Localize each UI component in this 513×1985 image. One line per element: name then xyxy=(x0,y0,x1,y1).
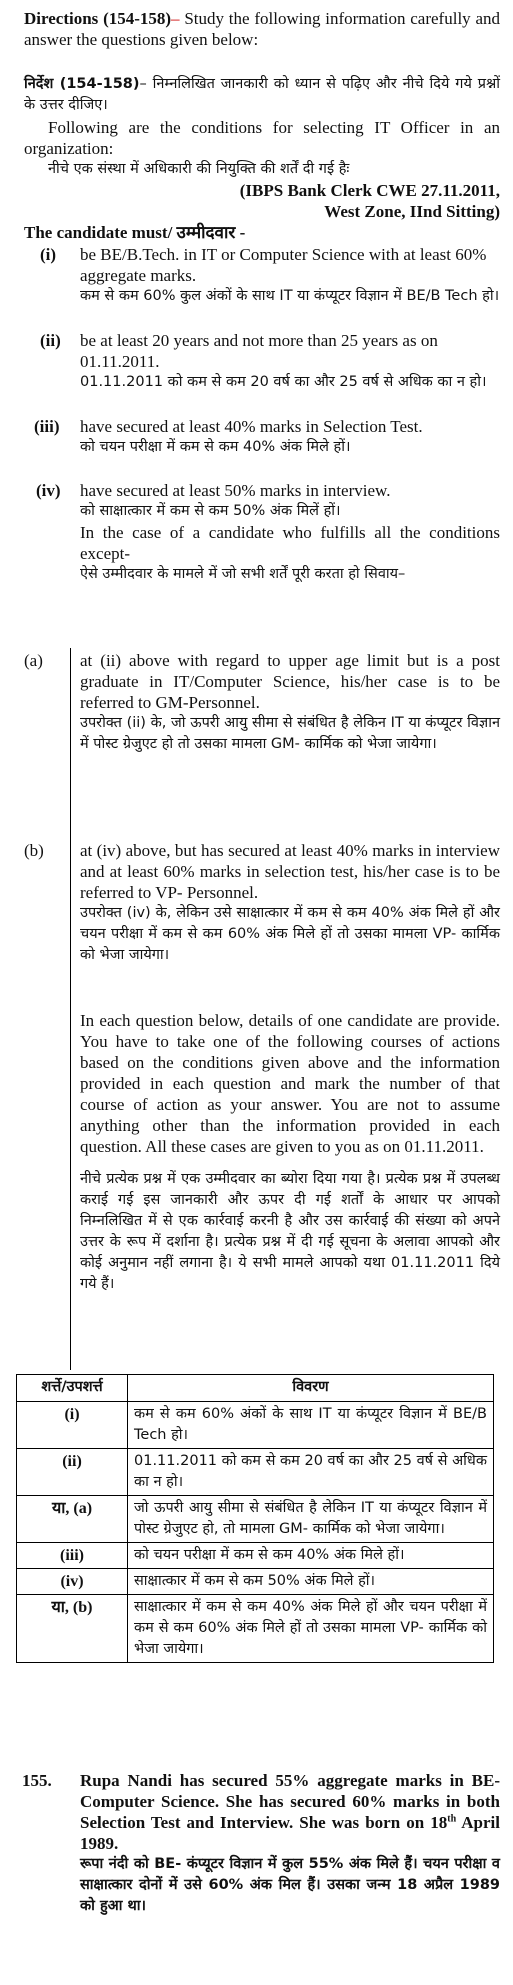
exception-hi: उपरोक्त (ii) के, जो ऊपरी आयु सीमा से संबंधित है लेकिन IT या कंप्यूटर विज्ञान में पोस्ट ग्रेजुएट हो तो उसका मामला GM- कार्मिक को भेजा जायेगा। xyxy=(80,715,500,752)
table-cell-detail: साक्षात्कार में कम से कम 40% अंक मिले हों और चयन परीक्षा में कम से कम 60% अंक मिले हों तो उसका मामला VP- कार्मिक को भेजा जायेगा। xyxy=(128,1595,494,1663)
table-cell-condition: या, (a) xyxy=(17,1496,128,1543)
condition-en: be at least 20 years and not more than 25 years as on 01.11.2011. xyxy=(80,331,438,371)
directions xyxy=(24,8,500,50)
question-hi: रूपा नंदी को BE- कंप्यूटर विज्ञान में कुल 55% अंक मिले हैं। चयन परीक्षा व साक्षात्कार दोनों में उसे 60% अंक मिल हैं। उसका जन्म 18 अप्रैल 1989 को हुआ था। xyxy=(80,1856,500,1914)
table-cell-detail: कम से कम 60% अंकों के साथ IT या कंप्यूटर विज्ञान में BE/B Tech हो। xyxy=(128,1402,494,1449)
exception-marker: (a) xyxy=(24,651,43,670)
candidate-heading: The candidate must/ उम्मीदवार - xyxy=(24,223,246,242)
table-cell-condition: (iii) xyxy=(17,1543,128,1569)
instructions-hi: नीचे प्रत्येक प्रश्न में एक उम्मीदवार का ब्योरा दिया गया है। प्रत्येक प्रश्न में उपलब्ध कराई गई इस जानकारी और ऊपर दी गई शर्तों के आधार पर आपको निम्नलिखित में से एक कार्रवाई करनी है और उस कार्रवाई की संख्या को अपने उत्तर के रूप में दर्शाना है। प्रत्येक प्रश्न में दी गई सूचना के अलावा आपको और कोई अनुमान नहीं लगाना है। ये सभी मामले आपको यथा 01.11.2011 दिये गये हैं। xyxy=(80,1171,500,1292)
condition-hi: को साक्षात्कार में कम से कम 50% अंक मिलें हों। xyxy=(80,503,341,519)
question-en-2: April 1989. xyxy=(80,1813,500,1853)
table-cell-detail: जो ऊपरी आयु सीमा से संबंधित है लेकिन IT या कंप्यूटर विज्ञान में पोस्ट ग्रेजुएट हो, तो मामला GM- कार्मिक को भेजा जायेगा। xyxy=(128,1496,494,1543)
condition-en: have secured at least 40% marks in Selection Test. xyxy=(80,417,423,436)
table-header-condition: शर्त्ते/उपशर्त्त xyxy=(17,1375,128,1402)
directions-hindi xyxy=(24,74,500,116)
intro-hi: नीचे एक संस्था में अधिकारी की नियुक्ति की शर्तें दी गई हैः xyxy=(48,161,350,177)
table-cell-condition: (ii) xyxy=(17,1449,128,1496)
condition-marker: (iii) xyxy=(34,417,60,436)
condition-en: have secured at least 50% marks in interview. xyxy=(80,481,391,500)
table-row xyxy=(17,1543,494,1569)
table-cell-condition: या, (b) xyxy=(17,1595,128,1663)
exception-marker: (b) xyxy=(24,841,44,860)
directions-text: Study the following information carefully and answer the questions given below: xyxy=(24,9,500,49)
instructions-en: In each question below, details of one candidate are provide. You have to take one of the following courses of actions based on the conditions given above and the information provided in each question and mark the number of that course of action as your answer. You are not to assume anything other than the information provided in each question. All these cases are given to you as on 01.11.2011. xyxy=(80,1011,500,1156)
condition-hi: कम से कम 60% कुल अंकों के साथ IT या कंप्यूटर विज्ञान में BE/B Tech हो। xyxy=(80,288,500,304)
table-row xyxy=(17,1569,494,1595)
table-row xyxy=(17,1449,494,1496)
table-cell-detail: को चयन परीक्षा में कम से कम 40% अंक मिले हों। xyxy=(128,1543,494,1569)
table-cell-condition: (iv) xyxy=(17,1569,128,1595)
intro-en: Following are the conditions for selecting IT Officer in an organization: xyxy=(24,118,500,158)
exception-en: at (iv) above, but has secured at least 40% marks in interview and at least 60% marks in selection test, his/her case is to be referred to VP- Personnel. xyxy=(80,841,500,902)
condition-marker: (i) xyxy=(40,245,57,264)
exception-hi: उपरोक्त (iv) के, लेकिन उसे साक्षात्कार में कम से कम 40% अंक मिले हों और चयन परीक्षा में कम से कम 60% अंक मिले हों तो उसका मामला VP- कार्मिक को भेजा जायेगा। xyxy=(80,905,500,963)
directions-hindi-label: निर्देश (154-158) xyxy=(24,76,140,92)
directions-label: Directions (154-158) xyxy=(24,9,172,28)
table-header-row xyxy=(17,1375,494,1402)
exception-en: at (ii) above with regard to upper age limit but is a post graduate in IT/Computer Science, his/her case is to be referred to GM-Personnel. xyxy=(80,651,500,712)
exception-intro-en: In the case of a candidate who fulfills all the conditions except- xyxy=(80,523,500,563)
table-cell-detail: साक्षात्कार में कम से कम 50% अंक मिले हों। xyxy=(128,1569,494,1595)
condition-marker: (iv) xyxy=(36,481,61,500)
condition-hi: 01.11.2011 को कम से कम 20 वर्ष का और 25 वर्ष से अधिक का न हो। xyxy=(80,374,487,390)
table-row xyxy=(17,1496,494,1543)
intro xyxy=(24,117,500,222)
table-row xyxy=(17,1595,494,1663)
column-divider xyxy=(70,648,71,1370)
table-cell-condition: (i) xyxy=(17,1402,128,1449)
intro-source-1: (IBPS Bank Clerk CWE 27.11.2011, xyxy=(239,181,500,200)
directions-hindi-text: – निम्नलिखित जानकारी को ध्यान से पढ़िए और नीचे दिये गये प्रश्नों के उत्तर दीजिए। xyxy=(24,76,501,113)
condition-marker: (ii) xyxy=(40,331,61,350)
conditions-table xyxy=(16,1374,494,1663)
question-en-sup: th xyxy=(447,1813,457,1825)
table-header-detail: विवरण xyxy=(128,1375,494,1402)
question-en-1: Rupa Nandi has secured 55% aggregate marks in BE-Computer Science. She has secured 60% marks in both Selection Test and Interview. She was born on 18 xyxy=(80,1771,500,1832)
exception-intro-hi: ऐसे उम्मीदवार के मामले में जो सभी शर्तें पूरी करता हो सिवाय– xyxy=(80,566,406,582)
table-row xyxy=(17,1402,494,1449)
directions-dash: – xyxy=(171,9,180,28)
intro-source-2: West Zone, IInd Sitting) xyxy=(324,202,500,221)
condition-en: be BE/B.Tech. in IT or Computer Science with at least 60% aggregate marks. xyxy=(80,245,487,285)
question-number: 155. xyxy=(22,1771,52,1790)
condition-hi: को चयन परीक्षा में कम से कम 40% अंक मिले हों। xyxy=(80,439,351,455)
table-cell-detail: 01.11.2011 को कम से कम 20 वर्ष का और 25 वर्ष से अधिक का न हो। xyxy=(128,1449,494,1496)
